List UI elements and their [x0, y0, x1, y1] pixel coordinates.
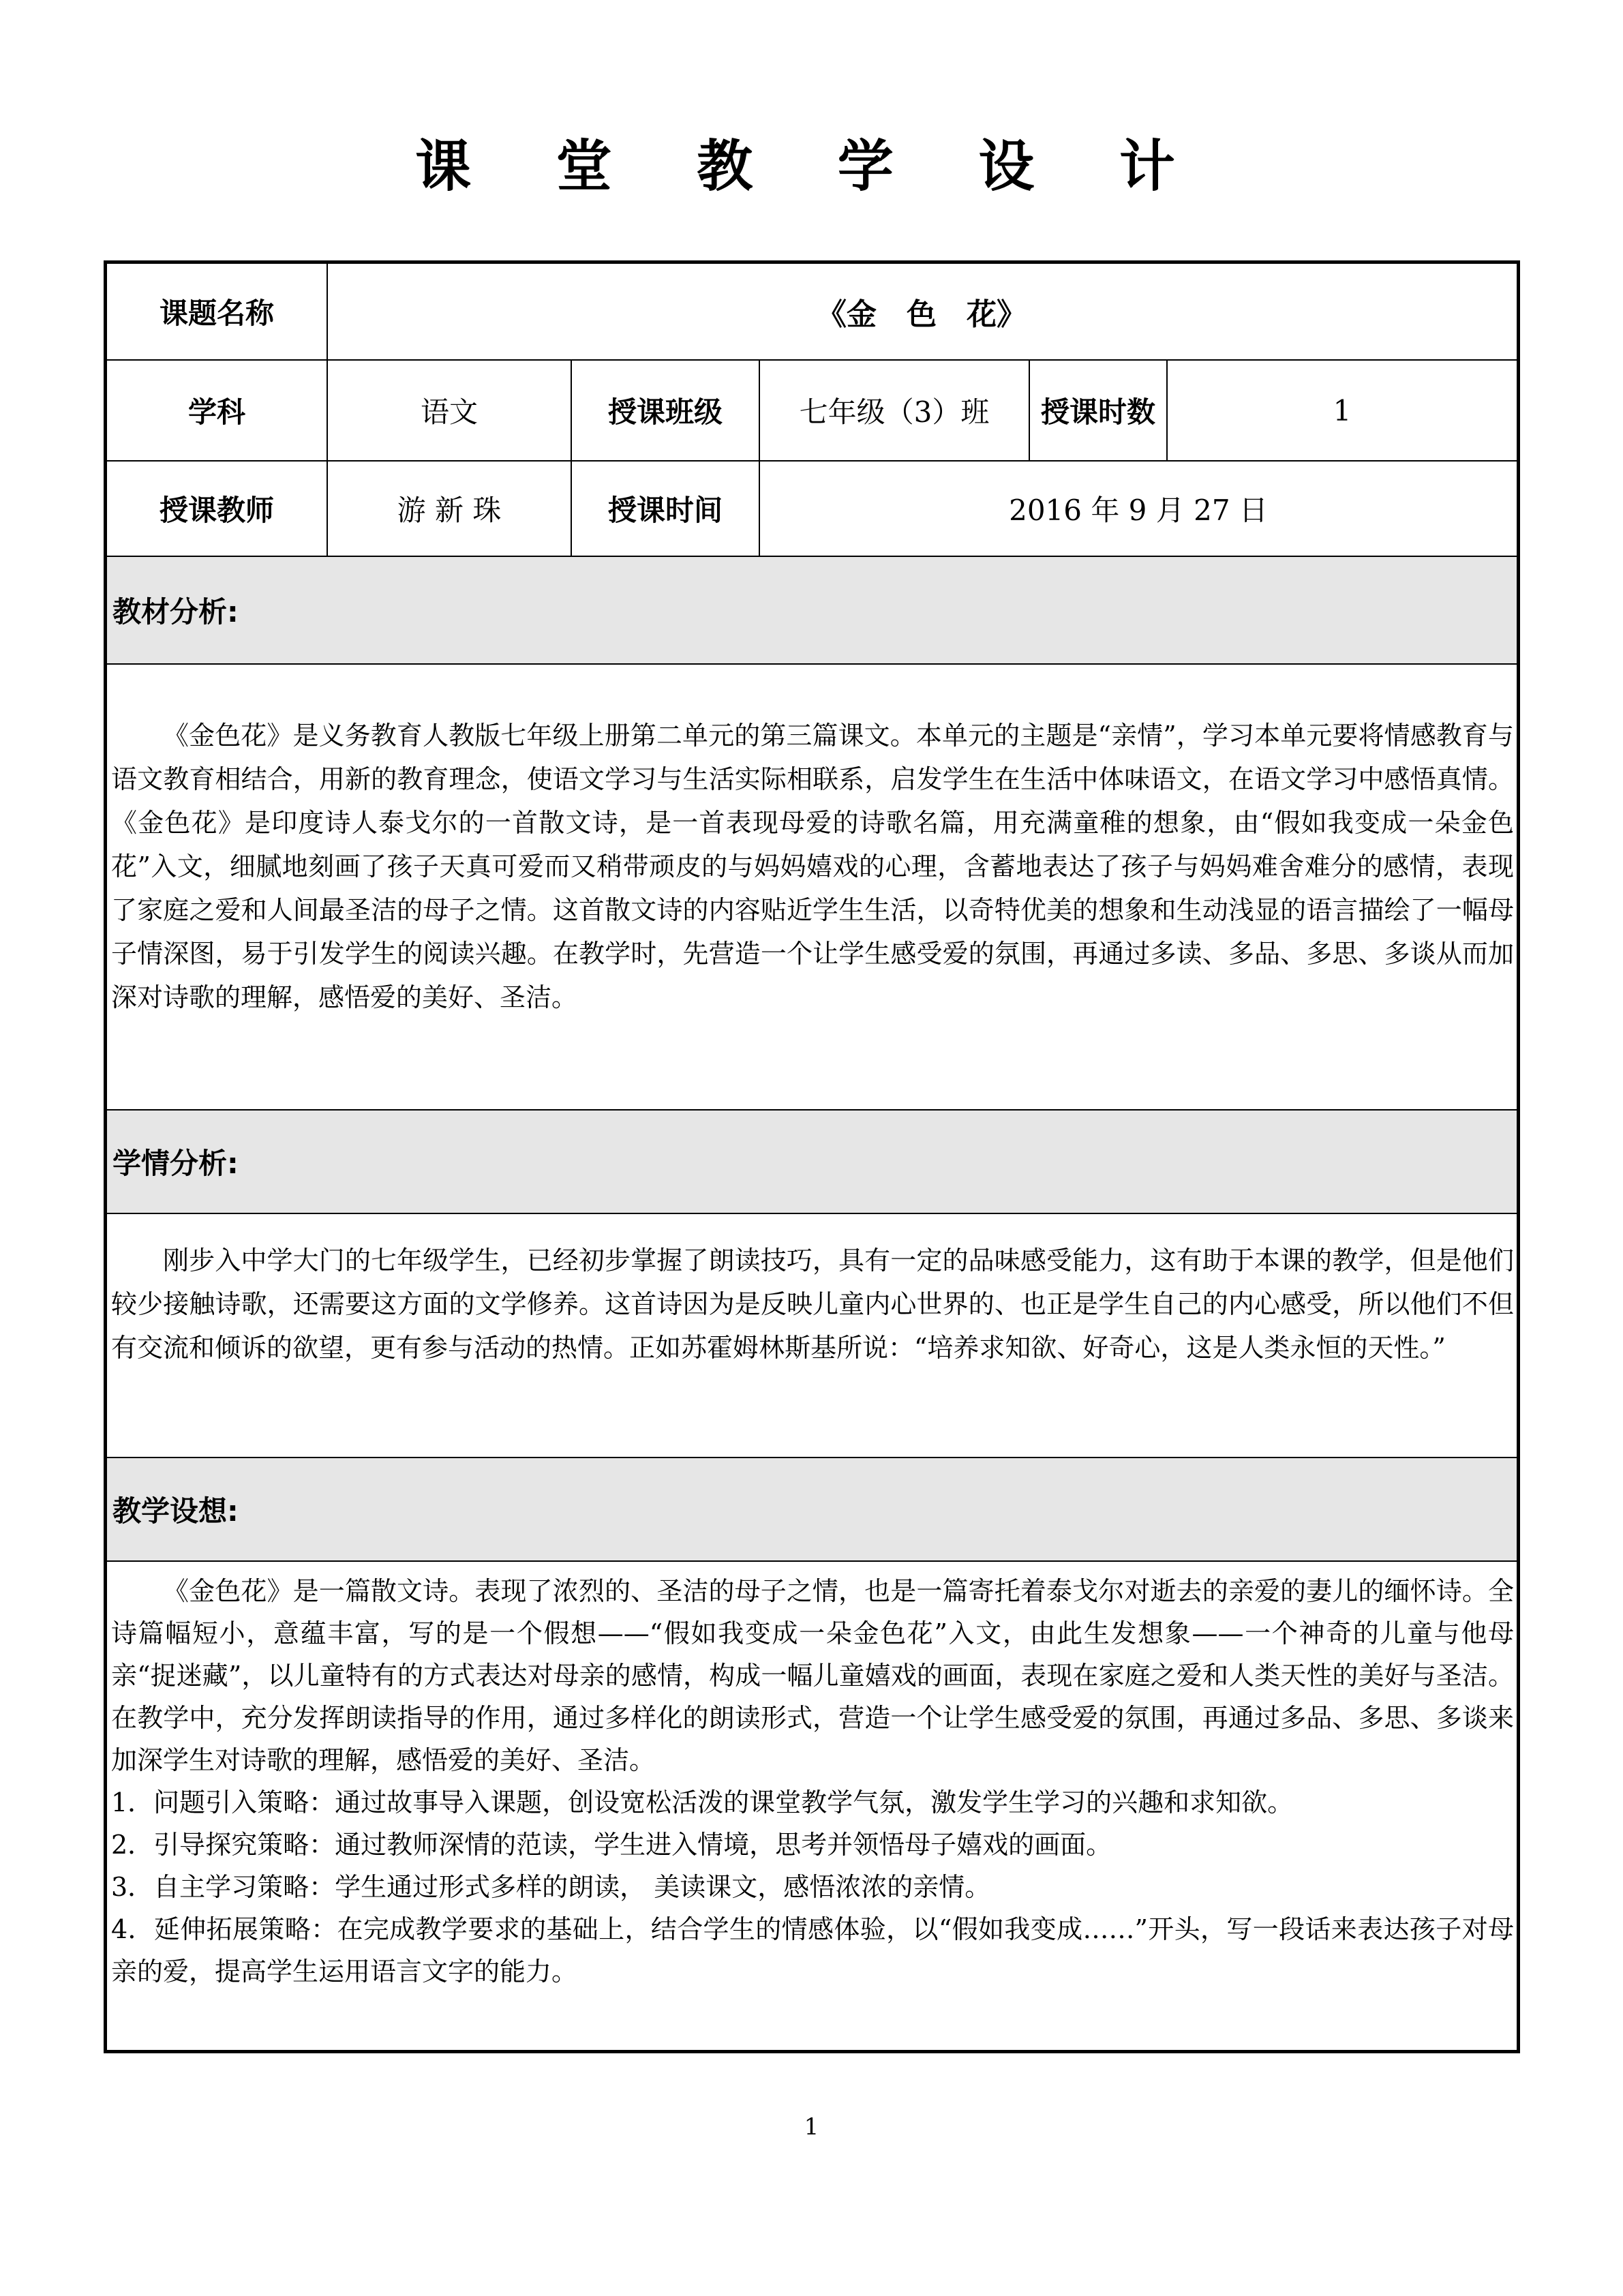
- teaching-design-text: [111, 1570, 1514, 1993]
- lesson-plan-table: [104, 260, 1520, 2053]
- page-title: 课 堂 教 学 设 计: [415, 134, 1208, 199]
- teaching-design-heading: 教学设想:: [107, 1458, 1517, 1560]
- teacher-value: 游 新 珠: [397, 494, 502, 527]
- divider: [107, 1213, 1517, 1214]
- student-analysis-paragraph: 刚步入中学大门的七年级学生，已经初步掌握了朗读技巧，具有一定的品味感受能力，这有助于本课的教学，但是他们较少接触诗歌，还需要这方面的文学修养。这首诗因为是反映儿童内心世界的、也正是学生自己的内心感受，所以他们不但有交流和倾诉的欲望，更有参与活动的热情。正如苏霍姆林斯基所说：“培养求知欲、好奇心，这是人类永恒的天性。”: [111, 1245, 1514, 1363]
- topic-label: 课题名称: [159, 297, 274, 330]
- page-number: 1: [804, 2113, 819, 2141]
- student-analysis-heading: 学情分析:: [107, 1111, 1517, 1213]
- time-value: 2016 年 9 月 27 日: [1009, 494, 1268, 527]
- subject-value: 语文: [420, 395, 478, 429]
- material-analysis-heading: 教材分析:: [107, 557, 1517, 663]
- class-value: 七年级（3）班: [799, 395, 990, 429]
- class-label: 授课班级: [607, 395, 723, 429]
- topic-value: 《金 色 花》: [817, 297, 1027, 332]
- material-analysis-text: [111, 714, 1514, 1019]
- divider: [107, 663, 1517, 665]
- strategy-item: 3．自主学习策略：学生通过形式多样的朗读， 美读课文，感悟浓浓的亲情。: [111, 1872, 991, 1902]
- strategy-item: 1．问题引入策略：通过故事导入课题，创设宽松活泼的课堂教学气氛，激发学生学习的兴趣和求知欲。: [111, 1787, 1294, 1817]
- material-analysis-paragraph: 《金色花》是义务教育人教版七年级上册第二单元的第三篇课文。本单元的主题是“亲情”，学习本单元要将情感教育与语文教育相结合，用新的教育理念，使语文学习与生活实际相联系，启发学生在生活中体味语文，在语文学习中感悟真情。《金色花》是印度诗人泰戈尔的一首散文诗，是一首表现母爱的诗歌名篇，用充满童稚的想象，由“假如我变成一朵金色花”入文，细腻地刻画了孩子天真可爱而又稍带顽皮的与妈妈嬉戏的心理，含蓄地表达了孩子与妈妈难舍难分的感情，表现了家庭之爱和人间最圣洁的母子之情。这首散文诗的内容贴近学生生活，以奇特优美的想象和生动浅显的语言描绘了一幅母子情深图，易于引发学生的阅读兴趣。在教学时，先营造一个让学生感受爱的氛围，再通过多读、多品、多思、多谈从而加深对诗歌的理解，感悟爱的美好、圣洁。: [111, 721, 1514, 1012]
- teaching-design-paragraph: 《金色花》是一篇散文诗。表现了浓烈的、圣洁的母子之情，也是一篇寄托着泰戈尔对逝去的亲爱的妻儿的缅怀诗。全诗篇幅短小，意蕴丰富，写的是一个假想——“假如我变成一朵金色花”入文，由此生发想象——一个神奇的儿童与他母亲“捉迷藏”，以儿童特有的方式表达对母亲的感情，构成一幅儿童嬉戏的画面，表现在家庭之爱和人类天性的美好与圣洁。在教学中，充分发挥朗读指导的作用，通过多样化的朗读形式，营造一个让学生感受爱的氛围，再通过多品、多思、多谈来加深学生对诗歌的理解，感悟爱的美好、圣洁。: [111, 1576, 1514, 1775]
- hours-value: 1: [1333, 393, 1352, 427]
- divider: [107, 1560, 1517, 1562]
- strategy-item: 4．延伸拓展策略：在完成教学要求的基础上，结合学生的情感体验，以“假如我变成……”开头，写一段话来表达孩子对母亲的爱，提高学生运用语言文字的能力。: [111, 1914, 1514, 1987]
- hours-label: 授课时数: [1040, 395, 1155, 429]
- time-label: 授课时间: [607, 494, 723, 527]
- student-analysis-text: [111, 1239, 1514, 1370]
- teacher-label: 授课教师: [159, 494, 274, 527]
- subject-label: 学科: [187, 395, 245, 429]
- strategy-item: 2．引导探究策略：通过教师深情的范读，学生进入情境，思考并领悟母子嬉戏的画面。: [111, 1830, 1112, 1860]
